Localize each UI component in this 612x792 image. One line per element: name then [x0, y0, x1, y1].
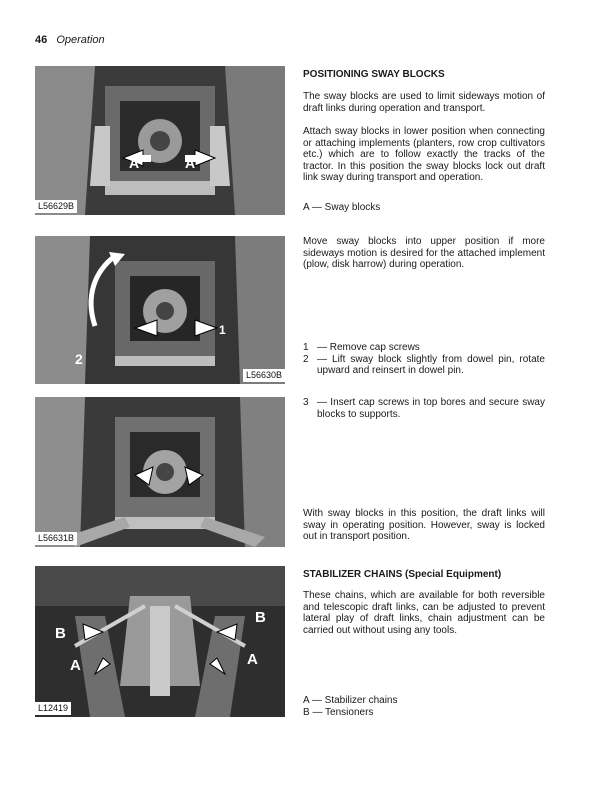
paragraph-sway-transport	[303, 508, 545, 543]
steps-list	[303, 342, 545, 377]
photo-sway-blocks-upper	[35, 397, 285, 547]
figure-stabilizer-chains	[35, 566, 285, 717]
figure-label-a: A	[129, 155, 140, 171]
page-number: 46	[35, 34, 48, 46]
paragraph-sway-upper	[303, 236, 545, 271]
paragraph-text: Attach sway blocks in lower position when connecting or attaching implements (planters, row crop cultivators etc.) which are to follow exactly the tracks of the tractor. In this position the sway blocks lock out draft link sway during transport and operation.	[303, 126, 545, 184]
step-text: — Remove cap screws	[317, 342, 420, 353]
figure-code: L56630B	[243, 369, 285, 382]
paragraph-text: These chains, which are available for both reversible and telescopic draft links, can be adjusted to prevent lateral play of draft links, chain adjustment can be carried out without using any tools.	[303, 590, 545, 636]
photo-stabilizer-chains	[35, 566, 285, 717]
figure-code: L56629B	[35, 200, 77, 213]
step-item	[303, 397, 545, 420]
paragraph-text: With sway blocks in this position, the draft links will sway in operating position. However, sway is locked out in transport position.	[303, 508, 545, 543]
paragraph-sway-lower	[303, 126, 545, 184]
legend-stabilizer-chains: A — Stabilizer chains	[303, 695, 398, 706]
figure-label-1: 1	[219, 323, 226, 337]
page-header	[35, 34, 105, 46]
step-number: 1	[303, 342, 309, 353]
figure-label-2: 2	[75, 351, 83, 367]
heading-sway-blocks: POSITIONING SWAY BLOCKS	[303, 69, 445, 80]
heading-stabilizer-chains: STABILIZER CHAINS (Special Equipment)	[303, 569, 502, 580]
step-number: 2	[303, 353, 309, 365]
step-item	[303, 342, 545, 354]
paragraph-sway-intro	[303, 91, 545, 114]
paragraph-text: The sway blocks are used to limit sideways motion of draft links during operation and transport.	[303, 91, 545, 114]
legend-tensioners: B — Tensioners	[303, 707, 374, 718]
figure-label-b: B	[255, 609, 266, 626]
paragraph-stabilizer	[303, 590, 545, 636]
figure-label-a: A	[247, 651, 258, 668]
step-text: — Insert cap screws in top bores and secure sway blocks to supports.	[317, 397, 545, 420]
step-item	[303, 354, 545, 377]
paragraph-text: Move sway blocks into upper position if more sideways motion is desired for the attached implement (plow, disk harrow) during operation.	[303, 236, 545, 271]
figure-code: L56631B	[35, 532, 77, 545]
legend-sway-blocks: A — Sway blocks	[303, 202, 381, 213]
photo-sway-blocks-lower	[35, 66, 285, 215]
figure-sway-blocks-lower	[35, 66, 285, 215]
step-text: — Lift sway block slightly from dowel pin, rotate upward and reinsert in dowel pin.	[317, 353, 545, 377]
figure-sway-blocks-upper	[35, 397, 285, 547]
step-number: 3	[303, 397, 309, 408]
figure-label-a: A	[70, 657, 81, 674]
figure-label-a: A	[185, 155, 196, 171]
figure-code: L12419	[35, 702, 71, 715]
figure-label-b: B	[55, 625, 66, 642]
photo-sway-blocks-remove	[35, 236, 285, 384]
section-title: Operation	[56, 34, 105, 46]
figure-sway-blocks-remove	[35, 236, 285, 384]
